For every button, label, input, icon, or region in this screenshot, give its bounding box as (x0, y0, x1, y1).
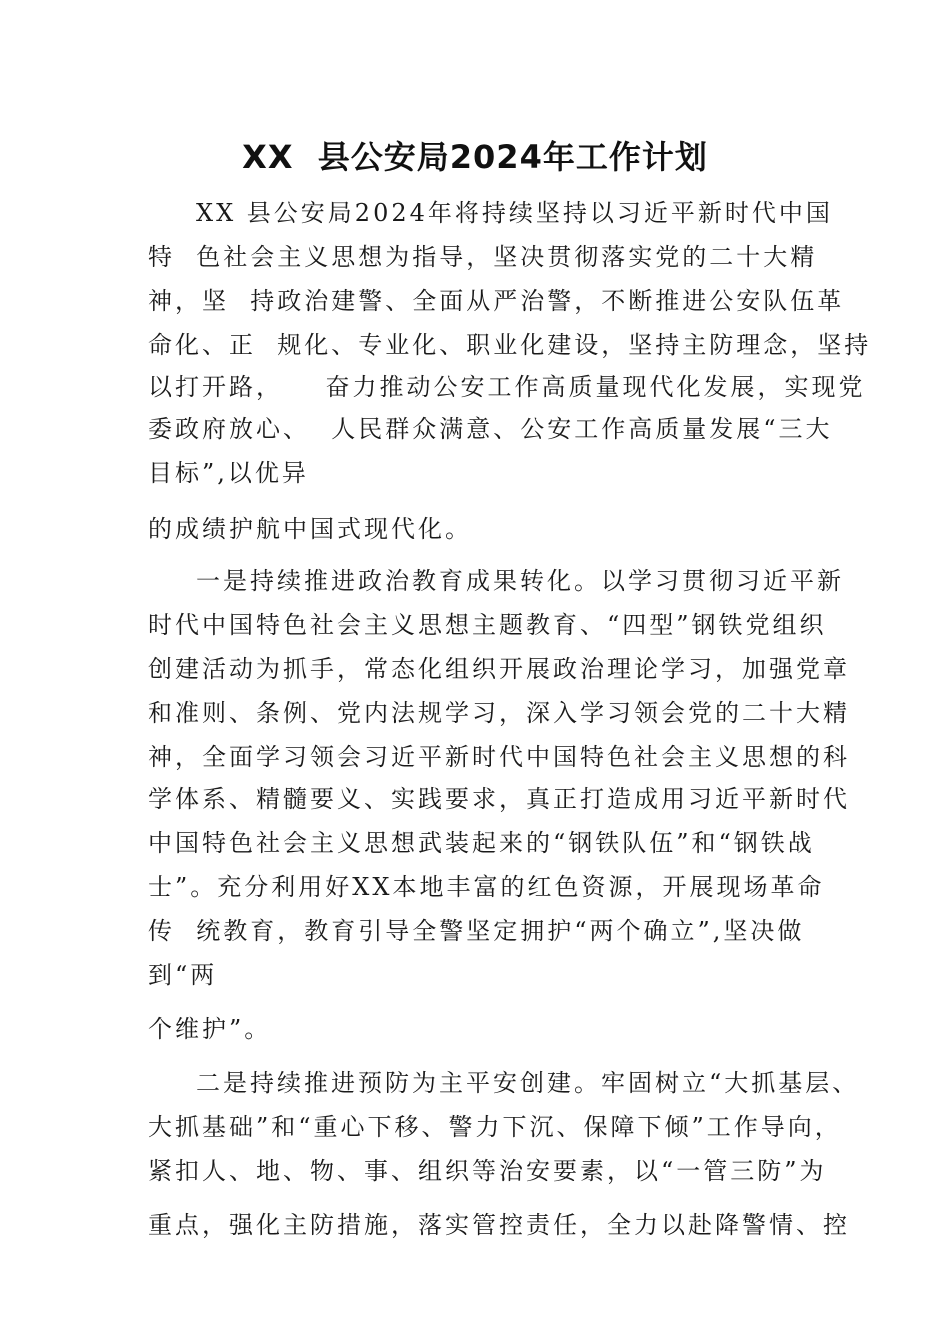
intro-line-2: 特 色社会主义思想为指导，坚决贯彻落实党的二十大精 (148, 243, 818, 271)
intro-line-1: XX 县公安局2024年将持续坚持以习近平新时代中国 (196, 199, 833, 227)
section1-line-3: 创建活动为抓手，常态化组织开展政治理论学习，加强党章 (148, 655, 850, 683)
section2-line-2: 大抓基础”和“重心下移、警力下沉、保障下倾”工作导向， (148, 1113, 842, 1141)
intro-line-5: 以打开路， 奋力推动公安工作高质量现代化发展，实现党 (148, 373, 866, 401)
section1-line-6: 学体系、精髓要义、实践要求，真正打造成用习近平新时代 (148, 785, 850, 813)
document-title: XX 县公安局2024年工作计划 (242, 138, 708, 176)
intro-line-8: 的成绩护航中国式现代化。 (148, 515, 472, 543)
intro-line-7: 目标”,以优异 (148, 459, 309, 487)
section1-line-5: 神，全面学习领会习近平新时代中国特色社会主义思想的科 (148, 743, 850, 771)
section1-line-4: 和准则、条例、党内法规学习，深入学习领会党的二十大精 (148, 699, 850, 727)
section1-line-9: 传 统教育，教育引导全警坚定拥护“两个确立”,坚决做 (148, 917, 805, 945)
section1-line-7: 中国特色社会主义思想武装起来的“钢铁队伍”和“钢铁战 (148, 829, 815, 857)
section1-line-2: 时代中国特色社会主义思想主题教育、“四型”钢铁党组织 (148, 611, 827, 639)
section1-line-10: 到“两 (148, 961, 218, 989)
section1-line-11: 个维护”。 (148, 1015, 272, 1043)
section2-line-1: 二是持续推进预防为主平安创建。牢固树立“大抓基层、 (196, 1069, 860, 1097)
intro-line-4: 命化、正 规化、专业化、职业化建设，坚持主防理念，坚持 (148, 331, 872, 359)
intro-line-3: 神，坚 持政治建警、全面从严治警，不断推进公安队伍革 (148, 287, 845, 315)
section1-line-8: 士”。充分利用好XX本地丰富的红色资源，开展现场革命 (148, 873, 825, 901)
section1-line-1: 一是持续推进政治教育成果转化。以学习贯彻习近平新 (196, 567, 844, 595)
section2-line-4: 重点，强化主防措施，落实管控责任，全力以赴降警情、控 (148, 1211, 850, 1239)
section2-line-3: 紧扣人、地、物、事、组织等治安要素，以“一管三防”为 (148, 1157, 827, 1185)
intro-line-6: 委政府放心、 人民群众满意、公安工作高质量发展“三大 (148, 415, 833, 443)
